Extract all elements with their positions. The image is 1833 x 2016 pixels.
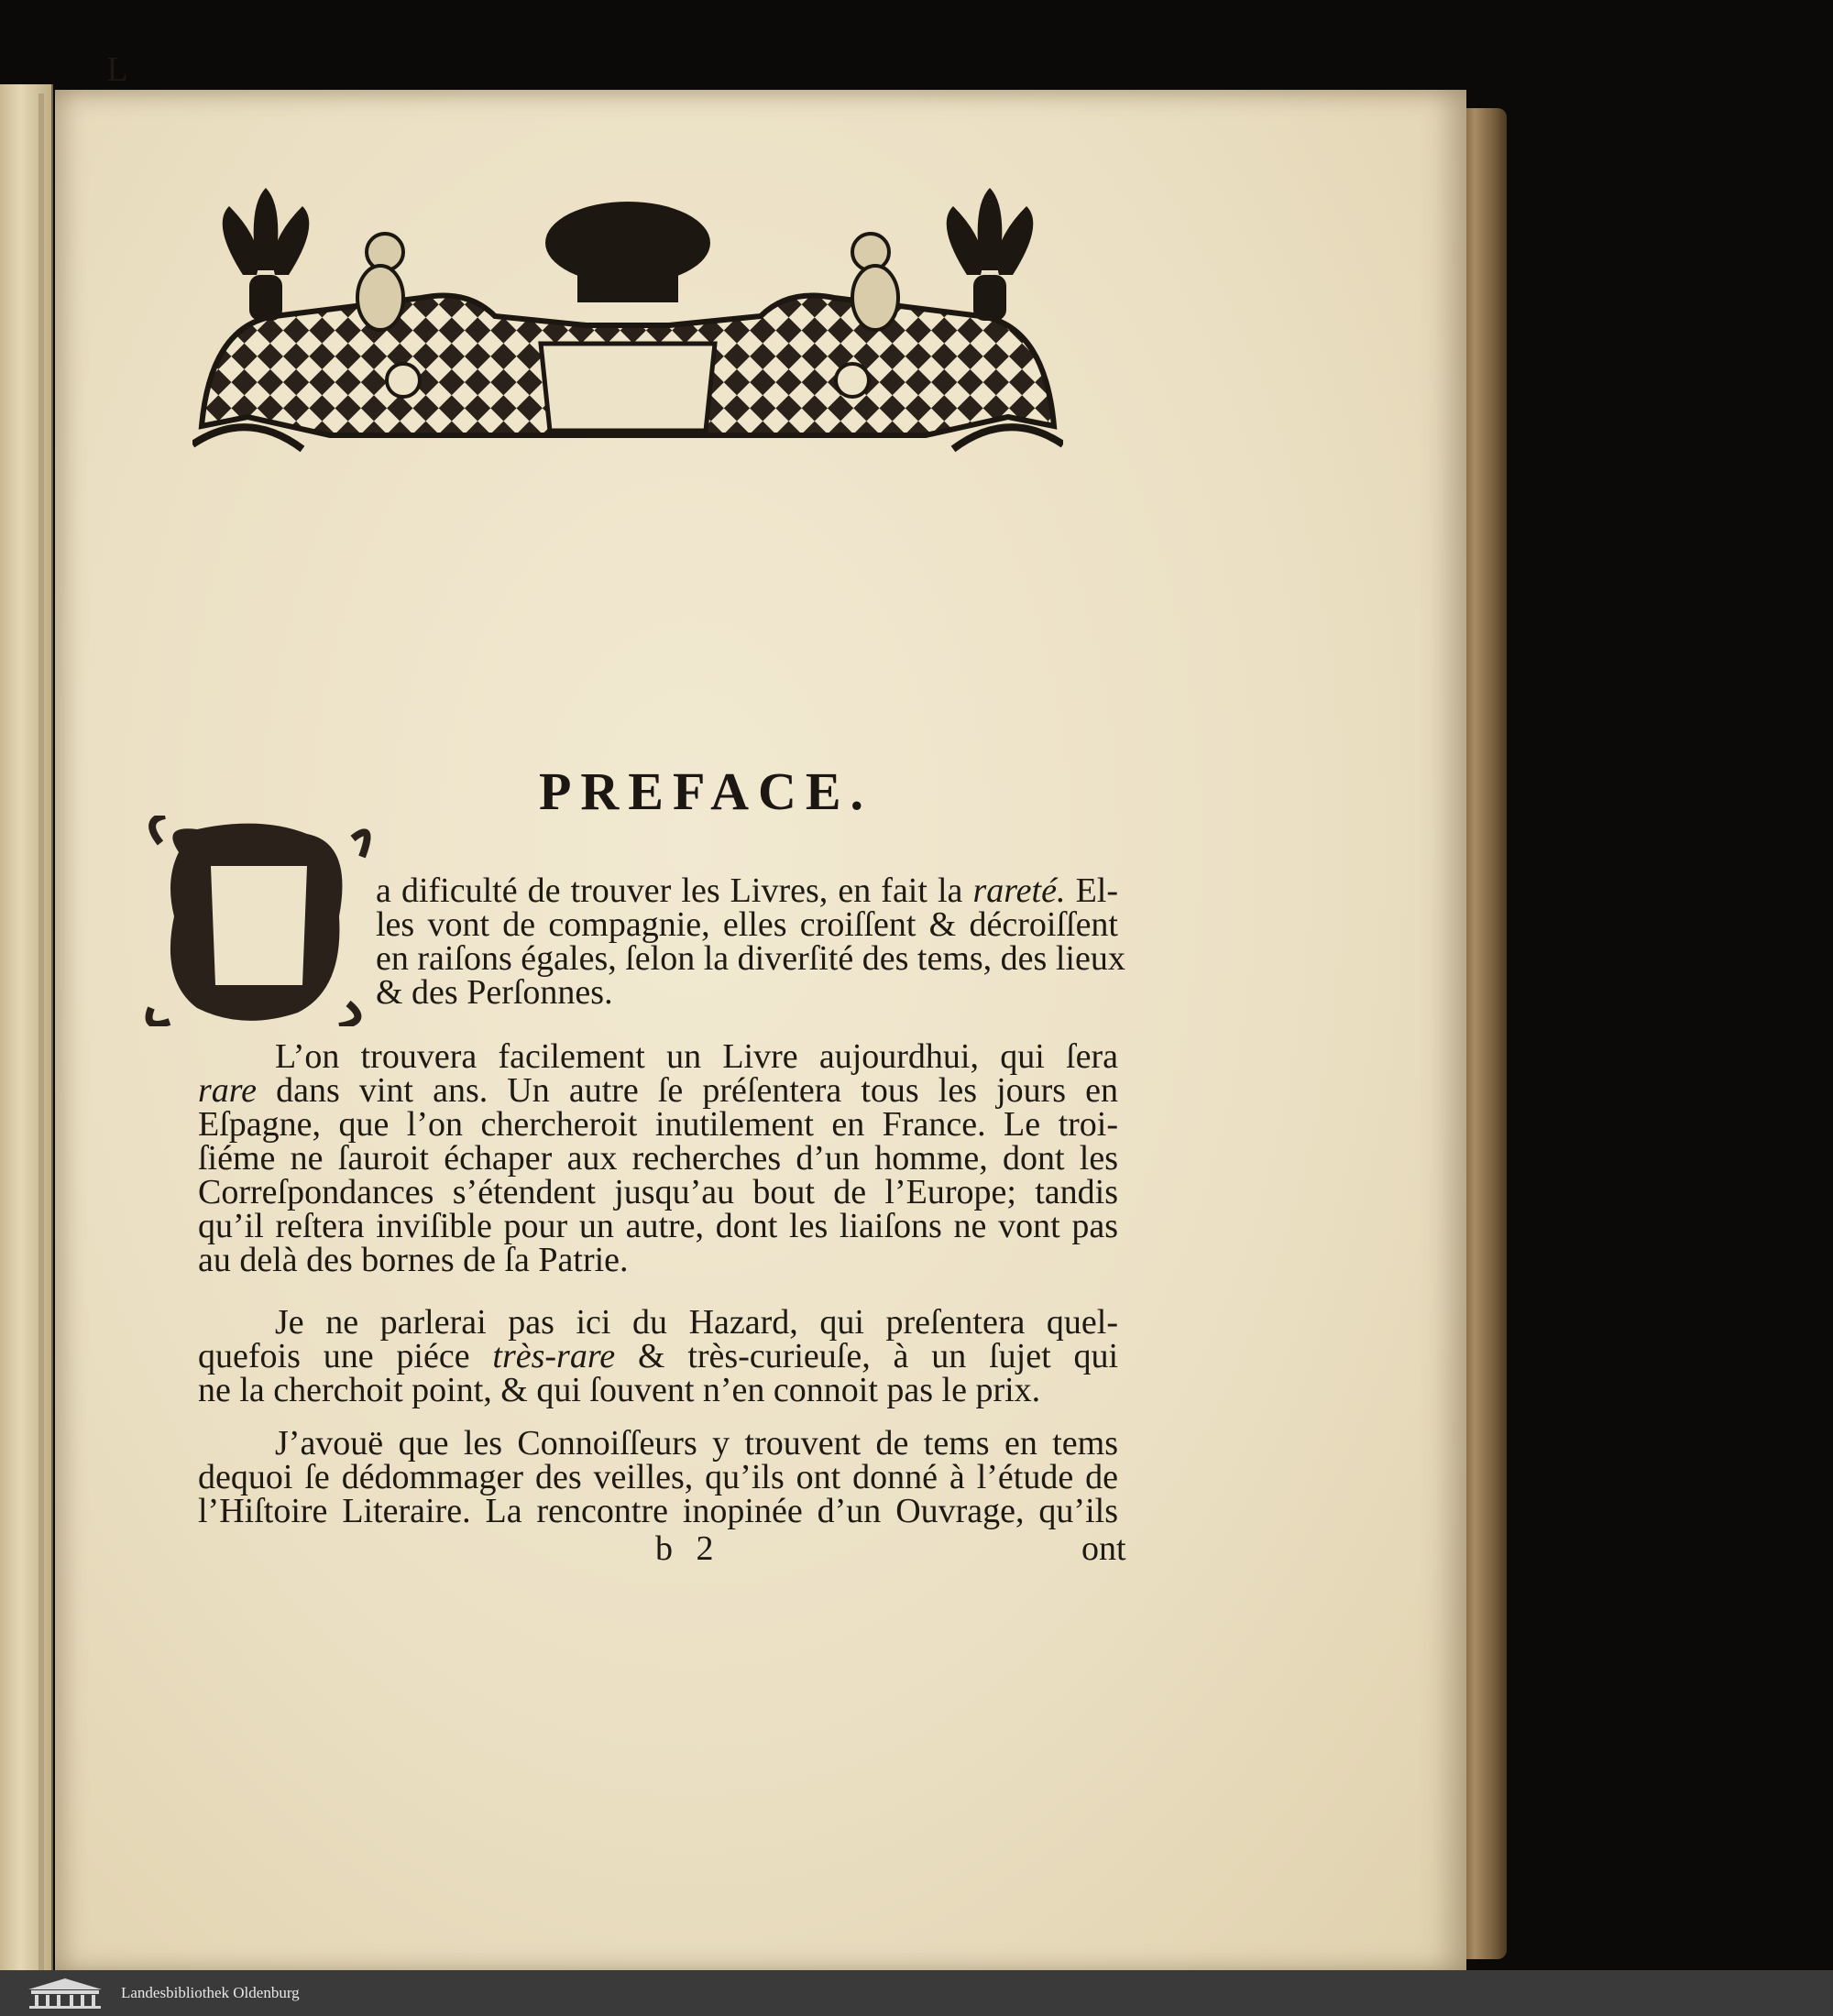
- paragraph2-line3: Eſpagne, que l’on chercheroit inutilement en France. Le troi-: [198, 1105, 1118, 1144]
- paragraph4-line3: l’Hiſtoire Literaire. La rencontre inopinée d’un Ouvrage, qu’ils: [198, 1492, 1118, 1530]
- paragraph2-line6: qu’il reſtera inviſible pour un autre, dont les liaiſons ne vont pas: [198, 1207, 1118, 1245]
- paragraph3-line2: quefois une piéce très-rare & très-curieuſe, à un ſujet qui: [198, 1337, 1119, 1375]
- paragraph2-line1: L’on trouvera facilement un Livre aujourdhui, qui ſera: [275, 1037, 1118, 1076]
- library-building-icon: [24, 1977, 106, 2010]
- paragraph4-line2: dequoi ſe dédommager des veilles, qu’ils ont donné à l’étude de: [198, 1458, 1118, 1496]
- dropcap-letter: L: [106, 50, 128, 89]
- dropcap-ornament: [142, 816, 376, 1026]
- signature-mark: b 2: [655, 1529, 721, 1568]
- catchword: ont: [1081, 1529, 1126, 1568]
- paragraph4-line1: J’avouë que les Connoiſſeurs y trouvent de tems en tems: [275, 1424, 1118, 1463]
- paragraph1-line3: en raiſons égales, ſelon la diverſité des tems, des lieux: [376, 939, 1125, 978]
- paragraph1-line2: les vont de compagnie, elles croiſſent & décroiſſent: [376, 905, 1118, 944]
- left-page-edge: [0, 84, 53, 1990]
- paragraph2-line5: Correſpondances s’étendent jusqu’au bout de l’Europe; tandis: [198, 1173, 1118, 1211]
- paragraph2-line7: au delà des bornes de ſa Patrie.: [198, 1241, 629, 1279]
- paragraph1-line1: a dificulté de trouver les Livres, en fait la rareté. El-: [376, 871, 1118, 910]
- paragraph2-line4: ſiéme ne ſauroit échaper aux recherches d’un homme, dont les: [198, 1139, 1118, 1178]
- library-name: Landesbibliothek Oldenburg: [121, 1984, 300, 2001]
- paragraph2-line2: rare dans vint ans. Un autre ſe préſentera tous les jours en: [198, 1071, 1119, 1110]
- headpiece-ornament: [192, 188, 1063, 463]
- library-footer-bar: [0, 1970, 1833, 2016]
- paragraph1-line4: & des Perſonnes.: [376, 973, 613, 1012]
- page-heading: PREFACE.: [538, 761, 873, 821]
- paragraph3-line1: Je ne parlerai pas ici du Hazard, qui preſentera quel-: [275, 1303, 1118, 1342]
- paragraph3-line3: ne la cherchoit point, & qui ſouvent n’en connoit pas le prix.: [198, 1371, 1041, 1409]
